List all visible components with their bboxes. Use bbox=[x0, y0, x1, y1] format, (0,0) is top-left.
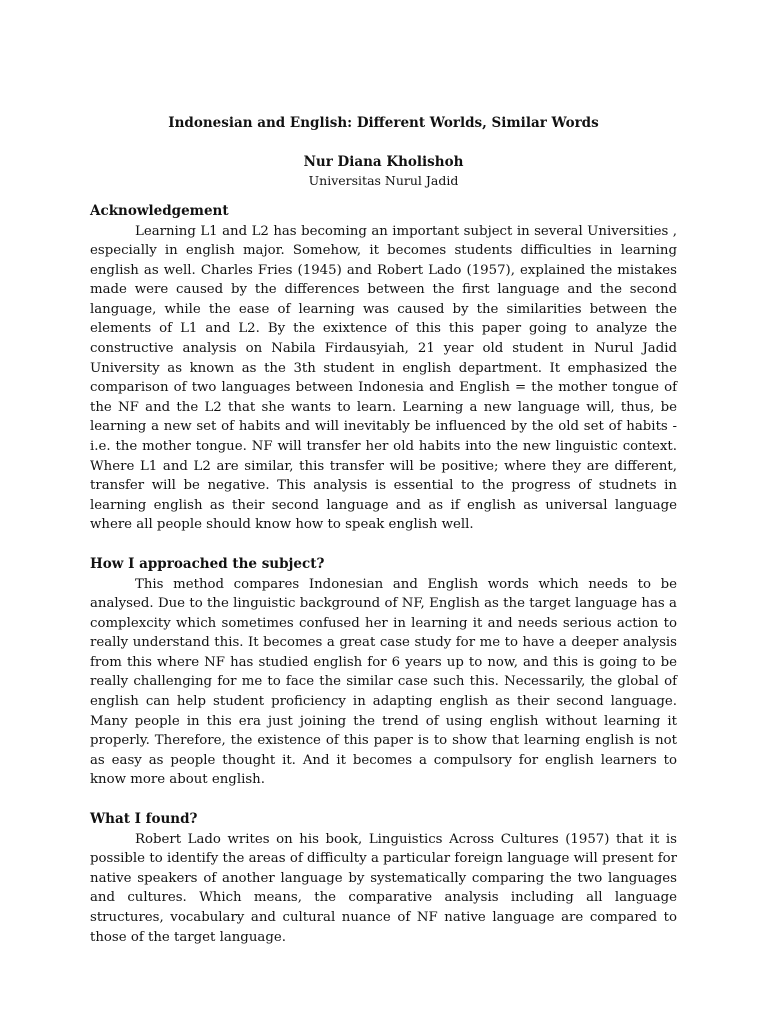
section-findings bbox=[90, 810, 677, 947]
section-paragraph: Learning L1 and L2 has becoming an important subject in several Universities , especially in english major. Somehow, it becomes students difficulties in learning english as well. Charles Fries (1945) and Robert Lado (1957), explained the mistakes made were caused by the differences between the first language and the second language, while the ease of learning was caused by the similarities between the elements of L1 and L2. By the exixtence of this this paper going to analyze the constructive analysis on Nabila Firdausyiah, 21 year old student in Nurul Jadid University as known as the 3th student in english department. It emphasized the comparison of two languages between Indonesia and English = the mother tongue of the NF and the L2 that she wants to learn. Learning a new language will, thus, be learning a new set of habits and will inevitably be influenced by the old set of habits -i.e. the mother tongue. NF will transfer her old habits into the new linguistic context. Where L1 and L2 are similar, this transfer will be positive; where they are different, transfer will be negative. This analysis is essential to the progress of studnets in learning english as their second language and as if english as universal language where all people should know how to speak english well. bbox=[90, 223, 677, 533]
section-paragraph: This method compares Indonesian and English words which needs to be analysed. Due to the linguistic background of NF, English as the target language has a complexcity which sometimes confused her in learning it and needs serious action to really understand this. It becomes a great case study for me to have a deeper analysis from this where NF has studied english for 6 years up to now, and this is going to be really challenging for me to face the similar case such this. Necessarily, the global of english can help student proficiency in adapting english as their second language. Many people in this era just joining the trend of using english without learning it properly. Therefore, the existence of this paper is to show that learning english is not as easy as people thought it. And it becomes a compulsory for english learners to know more about english. bbox=[90, 576, 677, 788]
section-heading: What I found? bbox=[90, 811, 198, 828]
section-approach bbox=[90, 555, 677, 790]
section-acknowledgement bbox=[90, 202, 677, 535]
author-name: Nur Diana Kholishoh bbox=[303, 154, 464, 170]
section-heading: How I approached the subject? bbox=[90, 556, 325, 572]
document-content bbox=[90, 113, 677, 947]
author-affiliation: Universitas Nurul Jadid bbox=[308, 173, 459, 188]
section-heading: Acknowledgement bbox=[90, 203, 229, 219]
document-title: Indonesian and English: Different Worlds, Similar Words bbox=[168, 115, 599, 131]
section-paragraph: Robert Lado writes on his book, Linguistics Across Cultures (1957) that it is possible to identify the areas of difficulty a particular foreign language will present for native speakers of another language by systematically comparing the two languages and cultures. Which means, the comparative analysis including all language structures, vocabulary and cultural nuance of NF native language are compared to those of the target language. bbox=[90, 831, 677, 945]
